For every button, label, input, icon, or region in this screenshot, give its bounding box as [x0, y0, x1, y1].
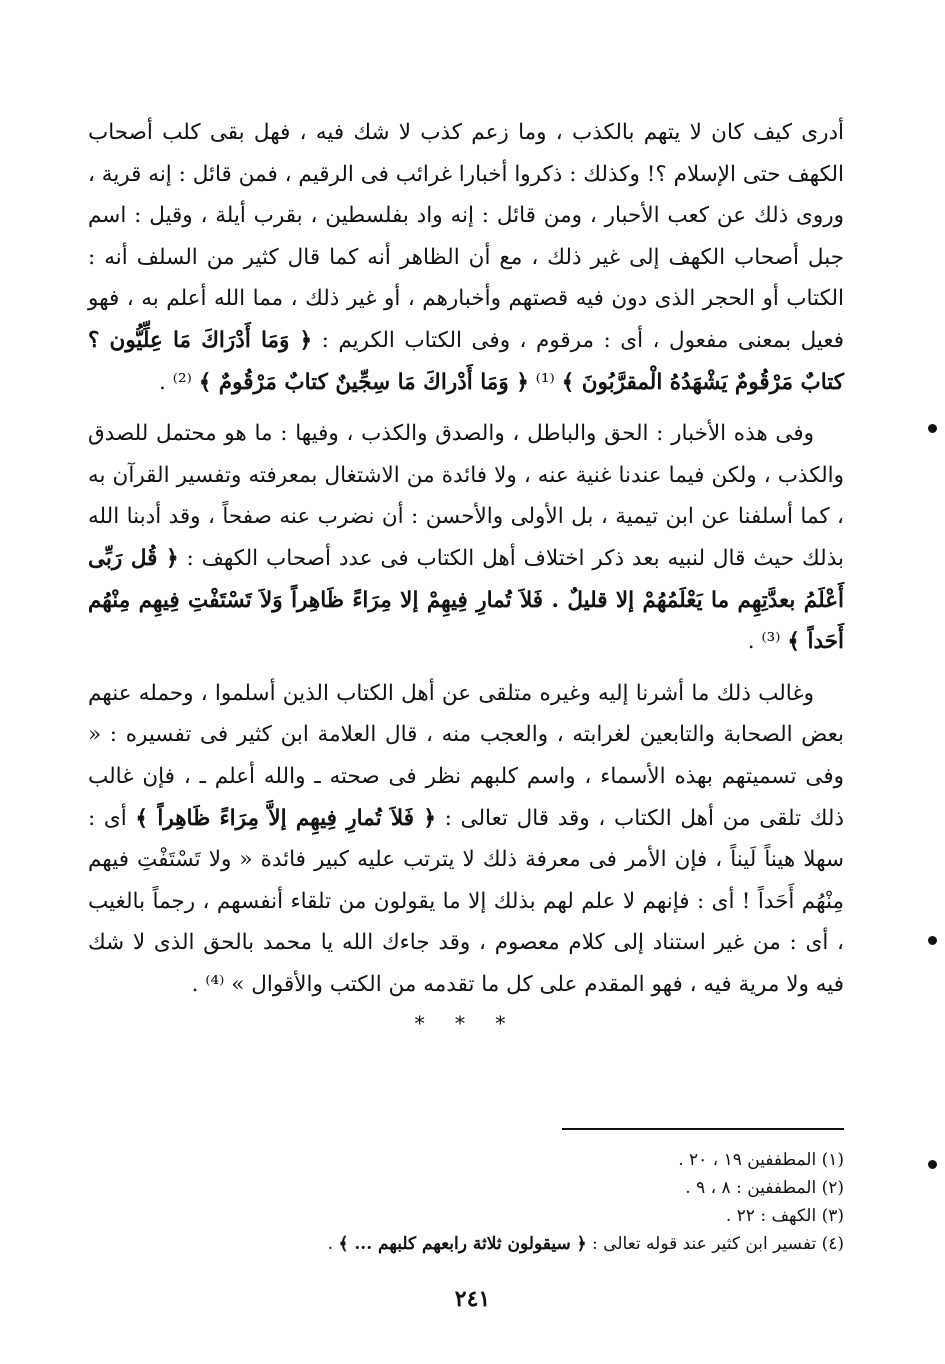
footnotes	[144, 1146, 844, 1258]
text-run: وغالب ذلك ما أشرنا إليه وغيره متلقى عن أهل الكتاب الذين أسلموا ، وحمله عنهم بعض الصحابة والتابعين لغرابته ، والعجب منه ، قال العلامة ابن كثير فى تفسيره : « وفى تسميتهم بهذه الأسماء ، واسم كلبهم نظر فى صحته ـ والله أعلم ـ ، فإن غالب ذلك تلقى من أهل الكتاب ، وقد قال تعالى :	[88, 680, 845, 831]
text-run: (٤) تفسير ابن كثير عند قوله تعالى :	[586, 1234, 844, 1254]
text-run: .	[327, 1234, 339, 1254]
text-run: أى : سهلا هيناً لَيناً ، فإن الأمر فى معرفة ذلك لا يترتب عليه كبير فائدة « ولا تَسْتَفْتِ فيهم مِنْهُم أَحَداً ! أى : فإنهم لا علم لهم بذلك إلا ما يقولون من تلقاء أنفسهم ، رجماً بالغيب ، أى : من غير استناد إلى كلام معصوم ، وقد جاءك الله يا محمد بالحق الذى لا شك فيه ولا مرية فيه ، فهو المقدم على كل ما تقدمه من الكتب والأقوال » ⁽⁴⁾ .	[88, 805, 844, 997]
text-run: (٣) الكهف : ٢٢ .	[725, 1206, 844, 1226]
paragraph-3	[88, 673, 844, 1006]
text-run: (٢) المطففين : ٨ ، ٩ .	[685, 1178, 844, 1198]
quran-quote: ﴿ وَمَا أَدْراكَ مَا سِجِّينٌ كتابٌ مَرْقُومٌ ﴾	[198, 369, 529, 395]
footnote-3	[144, 1202, 844, 1230]
footnote-4	[144, 1230, 844, 1258]
text-run: أدرى كيف كان لا يتهم بالكذب ، وما زعم كذب لا شك فيه ، فهل بقى كلب أصحاب الكهف حتى الإسلام ؟! وكذلك : ذكروا أخبارا غرائب فى الرقيم ، فمن قائل : إنه قرية ، وروى ذلك عن كعب الأحبار ، ومن قائل : إنه واد بفلسطين ، بقرب أيلة ، وقيل : اسم جبل أصحاب الكهف إلى غير ذلك ، مع أن الظاهر أنه كما قال كثير من السلف أنه : الكتاب أو الحجر الذى دون فيه قصتهم وأخبارهم ، أو غير ذلك ، مما الله أعلم به ، فهو فعيل بمعنى مفعول ، أى : مرقوم ، وفى الكتاب الكريم :	[88, 120, 845, 353]
margin-mark	[928, 424, 937, 433]
margin-mark	[928, 1160, 937, 1169]
footnote-1	[144, 1146, 844, 1174]
quran-quote: ﴿ قُل رَبِّى أَعْلَمُ بعدَّتِهِم ما يَعْلَمُهُمْ إلا قليلٌ . فَلاَ تُمارِ فِيهِمْ إلا مِرَاءً ظَاهِراً وَلاَ تَسْتَفْتِ فِيهِم مِنْهُم أَحَداً ﴾	[88, 545, 844, 655]
paragraph-2	[88, 413, 844, 663]
text-run: ⁽²⁾ .	[159, 369, 199, 395]
footnote-rule	[562, 1128, 844, 1130]
margin-mark	[928, 936, 937, 945]
quran-quote: ﴿ فَلاَ تُمارِ فِيهِم إلاَّ مِرَاءً ظَاهِراً ﴾	[135, 805, 436, 831]
quran-quote: ﴿ وَمَا أَدْرَاكَ مَا عِلِّيُّون ؟ كتابٌ مَرْقُومٌ يَشْهَدُهُ الْمقرَّبُونَ ﴾	[88, 327, 844, 395]
page-number: ٢٤١	[454, 1286, 491, 1312]
paragraph-1	[88, 112, 844, 403]
quran-quote: ﴿ سيقولون ثلاثة رابعهم كلبهم ... ﴾	[338, 1234, 587, 1254]
text-run: (١) المطففين ١٩ ، ٢٠ .	[678, 1150, 844, 1170]
text-run: ⁽¹⁾	[528, 369, 562, 395]
text-run: ⁽³⁾ .	[747, 629, 788, 655]
footnote-2	[144, 1174, 844, 1202]
section-separator: * * *	[414, 1011, 518, 1036]
text-run: وفى هذه الأخبار : الحق والباطل ، والصدق والكذب ، وفيها : ما هو محتمل للصدق والكذب ، ولكن فيما عندنا غنية عنه ، ولا فائدة من الاشتغال بمعرفته وتفسير القرآن به ، كما أسلفنا عن ابن تيمية ، بل الأولى والأحسن : أن نضرب عنه صفحاً ، وقد أدبنا الله بذلك حيث قال لنبيه بعد ذكر اختلاف أهل الكتاب فى عدد أصحاب الكهف :	[88, 421, 844, 571]
page-body	[88, 112, 844, 1037]
